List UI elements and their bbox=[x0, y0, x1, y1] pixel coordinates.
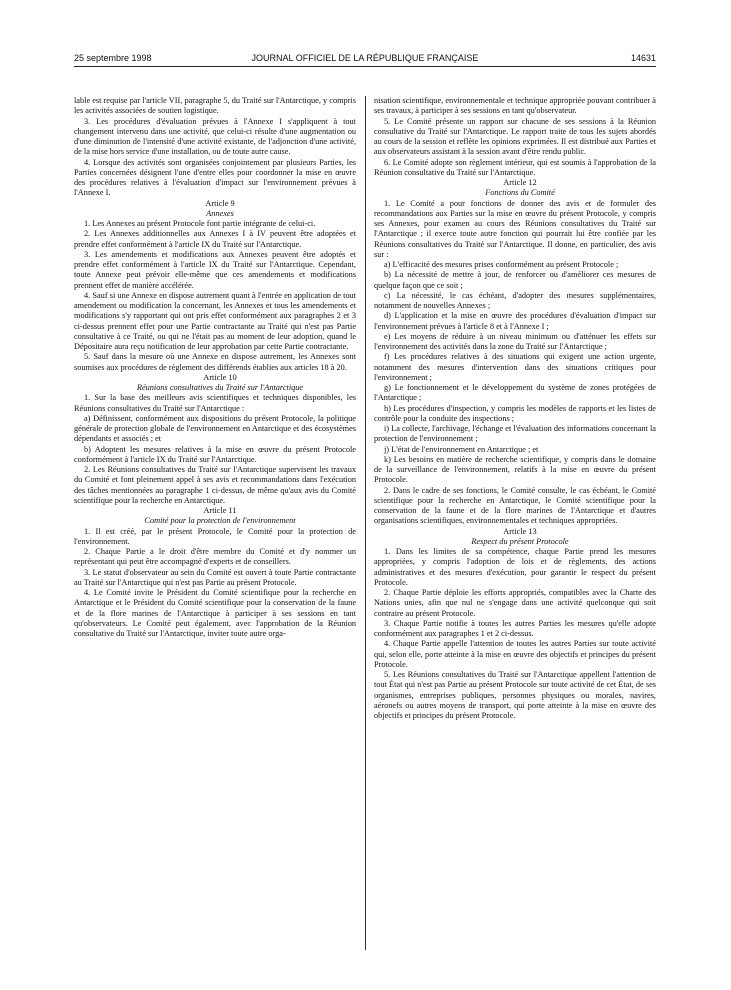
article-title: Fonctions du Comité bbox=[485, 188, 555, 198]
paragraph: 5. Le Comité présente un rapport sur chacune de ses sessions à la Réunion consultative du Traité sur l'Antarctique. Le rapport traite de tous les sujets abordés au cours de la session et reflète les opinions exprimées. Il est distribué aux Parties et aux observateurs assistant à la session avant d'être rendu public. bbox=[374, 116, 656, 157]
paragraph: nisation scientifique, environnementale et technique appropriée pouvant contribuer à ses travaux, à participer à ses sessions en tant qu'observateur. bbox=[374, 96, 656, 116]
article-heading: Article 10 bbox=[203, 372, 237, 382]
paragraph: 2. Les Réunions consultatives du Traité sur l'Antarctique supervisent les travaux du Comité et font pleinement appel à ses avis et recommandations dans l'exécution des tâches mentionnées au paragraphe 1 ci-dessus, de même qu'aux avis du Comité scientifique pour la recherche en Antarctique. bbox=[74, 465, 356, 505]
right-column bbox=[374, 96, 656, 721]
column-divider bbox=[365, 96, 366, 950]
article-heading: Article 9 bbox=[205, 198, 235, 208]
paragraph: c) La nécessité, le cas échéant, d'adopter des mesures supplémentaires, notamment de nouvelles Annexes ; bbox=[374, 290, 656, 310]
paragraph: 2. Les Annexes additionnelles aux Annexes I à IV peuvent être adoptées et prendre effet conformément à l'article IX du Traité sur l'Antarctique. bbox=[74, 229, 356, 249]
paragraph: 4. Lorsque des activités sont organisées conjointement par plusieurs Parties, les Parties concernées désignent l'une d'entre elles pour coordonner la mise en œuvre des procédures relatives à l'évaluation d'impact sur l'environnement prévues à l'Annexe I. bbox=[74, 157, 356, 198]
paragraph: d) L'application et la mise en œuvre des procédures d'évaluation d'impact sur l'environnement prévues à l'article 8 et à l'Annexe I ; bbox=[374, 311, 656, 331]
paragraph: lable est requise par l'article VII, paragraphe 5, du Traité sur l'Antarctique, y compris les activités associées de soutien logistique. bbox=[74, 96, 356, 116]
left-column bbox=[74, 96, 356, 639]
article-title: Réunions consultatives du Traité sur l'Antarctique bbox=[136, 383, 304, 392]
paragraph: 4. Sauf si une Annexe en dispose autrement quant à l'entrée en application de tout amendement ou modification la concernant, les Annexes et tous les amendements et modifications s'y rapportant qui ont pris effet conformément aux paragraphes 2 et 3 ci-dessus prennent effet pour une Partie contractante au Traité qui n'est pas Partie consultative à ce Traité, ou qui ne l'était pas au moment de leur adoption, quand le Dépositaire aura reçu notification de leur approbation par cette Partie contractante. bbox=[74, 290, 356, 351]
paragraph: j) L'état de l'environnement en Antarctique ; et bbox=[384, 444, 539, 454]
paragraph: f) Les procédures relatives à des situations qui exigent une action urgente, notamment des mesures d'intervention dans des situations critiques pour l'environnement ; bbox=[374, 352, 656, 382]
paragraph: 4. Le Comité invite le Président du Comité scientifique pour la recherche en Antarctique et le Président du Comité scientifique pour la conservation de la faune et de la flore marines de l'Antarctique à participer à ses sessions en tant qu'observateurs. Le Comité peut également, avec l'approbation de la Réunion consultative du Traité sur l'Antarctique, inviter toute autre orga- bbox=[74, 588, 356, 638]
paragraph: 1. Les Annexes au présent Protocole font partie intégrante de celui-ci. bbox=[84, 219, 316, 228]
paragraph: 1. Il est créé, par le présent Protocole, le Comité pour la protection de l'environnement. bbox=[74, 526, 356, 546]
paragraph: h) Les procédures d'inspection, y compris les modèles de rapports et les listes de contrôle pour la conduite des inspections ; bbox=[374, 403, 656, 423]
paragraph: i) La collecte, l'archivage, l'échange et l'évaluation des informations concernant la protection de l'environnement ; bbox=[374, 424, 656, 444]
paragraph: k) Les besoins en matière de recherche scientifique, y compris dans le domaine de la surveillance de l'environnement, relatifs à la mise en œuvre du présent Protocole. bbox=[374, 454, 656, 485]
paragraph: 3. Les procédures d'évaluation prévues à l'Annexe I s'appliquent à tout changement intervenu dans une activité, que celui-ci résulte d'une augmentation ou d'une diminution de l'intensité d'une activité existante, de l'adjonction d'une activité, de la mise hors service d'une installation, ou de toute autre cause. bbox=[74, 116, 356, 157]
paragraph: e) Les moyens de réduire à un niveau minimum ou d'atténuer les effets sur l'environnement des activités dans la zone du Traité sur l'Antarctique ; bbox=[374, 331, 656, 351]
paragraph: b) Adoptent les mesures relatives à la mise en œuvre du présent Protocole conformément à l'article IX du Traité sur l'Antarctique. bbox=[74, 444, 356, 464]
header-journal-title: JOURNAL OFFICIEL DE LA RÉPUBLIQUE FRANÇAISE bbox=[251, 53, 479, 63]
article-title: Respect du présent Protocole bbox=[471, 536, 569, 546]
paragraph: a) Définissent, conformément aux dispositions du présent Protocole, la politique générale de protection globale de l'environnement en Antarctique et des écosystèmes dépendants et associés ; et bbox=[74, 413, 356, 444]
paragraph: 2. Dans le cadre de ses fonctions, le Comité consulte, le cas échéant, le Comité scientifique pour la recherche en Antarctique, le Comité scientifique pour la conservation de la faune et de la flore marines de l'Antarctique et d'autres organisations scientifiques, environnementales et techniques appropriées. bbox=[374, 485, 656, 526]
paragraph: 3. Le statut d'observateur au sein du Comité est ouvert à toute Partie contractante au Traité sur l'Antarctique qui n'est pas Partie au présent Protocole. bbox=[74, 567, 356, 587]
paragraph: 1. Dans les limites de sa compétence, chaque Partie prend les mesures appropriées, y compris l'adoption de lois et de règlements, des actions administratives et des mesures d'exécution, pour garantir le respect du présent Protocole. bbox=[374, 547, 656, 587]
article-title: Comité pour la protection de l'environnement bbox=[144, 516, 296, 526]
paragraph: g) Le fonctionnement et le développement du système de zones protégées de l'Antarctique ; bbox=[374, 383, 656, 403]
paragraph: 4. Chaque Partie appelle l'attention de toutes les autres Parties sur toute activité qui, selon elle, porte atteinte à la mise en œuvre des objectifs et principes du présent Protocole. bbox=[374, 639, 656, 669]
paragraph: 5. Les Réunions consultatives du Traité sur l'Antarctique appellent l'attention de tout État qui n'est pas Partie au présent Protocole sur toute activité de cet État, de ses organismes, entreprises publiques, personnes physiques ou morales, navires, aéronefs ou autres moyens de transport, qui porte atteinte à la mise en œuvre des objectifs et principes du présent Protocole. bbox=[374, 670, 656, 720]
header-date: 25 septembre 1998 bbox=[74, 53, 152, 63]
paragraph: 2. Chaque Partie déploie les efforts appropriés, compatibles avec la Charte des Nations unies, afin que nul ne s'engage dans une activité quelconque qui soit contraire au présent Protocole. bbox=[374, 588, 656, 618]
paragraph: 2. Chaque Partie a le droit d'être membre du Comité et d'y nommer un représentant qui peut être accompagné d'experts et de conseillers. bbox=[74, 547, 356, 567]
paragraph: 5. Sauf dans la mesure où une Annexe en dispose autrement, les Annexes sont soumises aux procédures de règlement des différends établies aux articles 18 à 20. bbox=[74, 352, 356, 372]
page-header bbox=[74, 53, 656, 67]
paragraph: a) L'efficacité des mesures prises conformément au présent Protocole ; bbox=[384, 260, 619, 269]
paragraph: 3. Les amendements et modifications aux Annexes peuvent être adoptés et prendre effet conformément à l'article IX du Traité sur l'Antarctique. Cependant, toute Annexe peut prévoir elle-même que ces amendements et modifications prennent effet de manière accélérée. bbox=[74, 249, 356, 290]
article-heading: Article 11 bbox=[203, 506, 237, 515]
article-heading: Article 13 bbox=[503, 526, 537, 536]
article-heading: Article 12 bbox=[503, 178, 537, 187]
paragraph: 6. Le Comité adopte son règlement intérieur, qui est soumis à l'approbation de la Réunion consultative du Traité sur l'Antarctique. bbox=[374, 157, 656, 177]
paragraph: 1. Sur la base des meilleurs avis scientifiques et techniques disponibles, les Réunions consultatives du Traité sur l'Antarctique : bbox=[74, 393, 356, 413]
header-page-number: 14631 bbox=[630, 53, 656, 63]
paragraph: 1. Le Comité a pour fonctions de donner des avis et de formuler des recommandations aux Parties sur la mise en œuvre du présent Protocole, y compris ses Annexes, pour examen au cours des Réunions consultatives du Traité sur l'Antarctique ; il exerce toute autre fonction qui pourrait lui être confiée par les Réunions consultatives du Traité sur l'Antarctique. Il donne, en particulier, des avis sur : bbox=[374, 198, 656, 259]
article-title: Annexes bbox=[206, 208, 234, 218]
paragraph: 3. Chaque Partie notifie à toutes les autres Parties les mesures qu'elle adopte conformément aux paragraphes 1 et 2 ci-dessus. bbox=[374, 618, 656, 638]
paragraph: b) La nécessité de mettre à jour, de renforcer ou d'améliorer ces mesures de quelque façon que ce soit ; bbox=[374, 270, 656, 290]
header-rule bbox=[74, 66, 656, 67]
